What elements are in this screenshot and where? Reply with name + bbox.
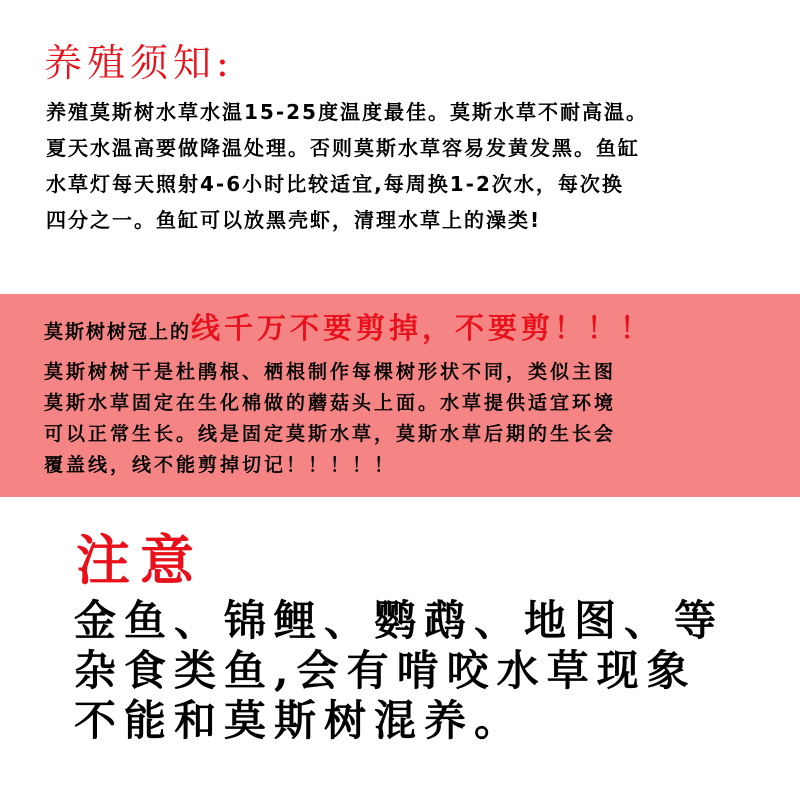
warning-line: 莫斯树树干是杜鹃根、栖根制作每棵树形状不同，类似主图 [44, 361, 617, 383]
care-notes-line: 水草灯每天照射4-6小时比较适宜,每周换1-2次水，每次换 [46, 172, 624, 196]
attention-line: 金鱼、锦鲤、鹦鹉、地图、等 [74, 596, 725, 645]
care-notes-line: 夏天水温高要做降温处理。否则莫斯水草容易发黄发黑。鱼缸 [46, 136, 640, 160]
care-notes-line: 四分之一。鱼缸可以放黑壳虾，清理水草上的澡类! [46, 208, 542, 232]
warning-body [44, 357, 784, 481]
warning-line: 可以正常生长。线是固定莫斯水草，莫斯水草后期的生长会 [44, 423, 617, 445]
attention-line: 杂食类鱼,会有啃咬水草现象 [74, 646, 697, 695]
care-notes-body [46, 94, 786, 238]
attention-body [74, 596, 794, 746]
warning-line: 莫斯水草固定在生化棉做的蘑菇头上面。水草提供适宜环境 [44, 392, 617, 414]
care-notes-title: 养殖须知: [44, 41, 234, 85]
warning-emphasis: 线千万不要剪掉，不要剪！！！ [191, 311, 654, 345]
care-notes-line: 养殖莫斯树水草水温15-25度温度最佳。莫斯水草不耐高温。 [46, 100, 648, 124]
attention-title: 注意 [76, 528, 204, 592]
attention-line: 不能和莫斯树混养。 [74, 696, 525, 745]
warning-lead: 莫斯树树冠上的 [44, 321, 192, 343]
warning-headline [44, 306, 653, 355]
warning-line: 覆盖线，线不能剪掉切记！！！！！ [44, 454, 397, 476]
